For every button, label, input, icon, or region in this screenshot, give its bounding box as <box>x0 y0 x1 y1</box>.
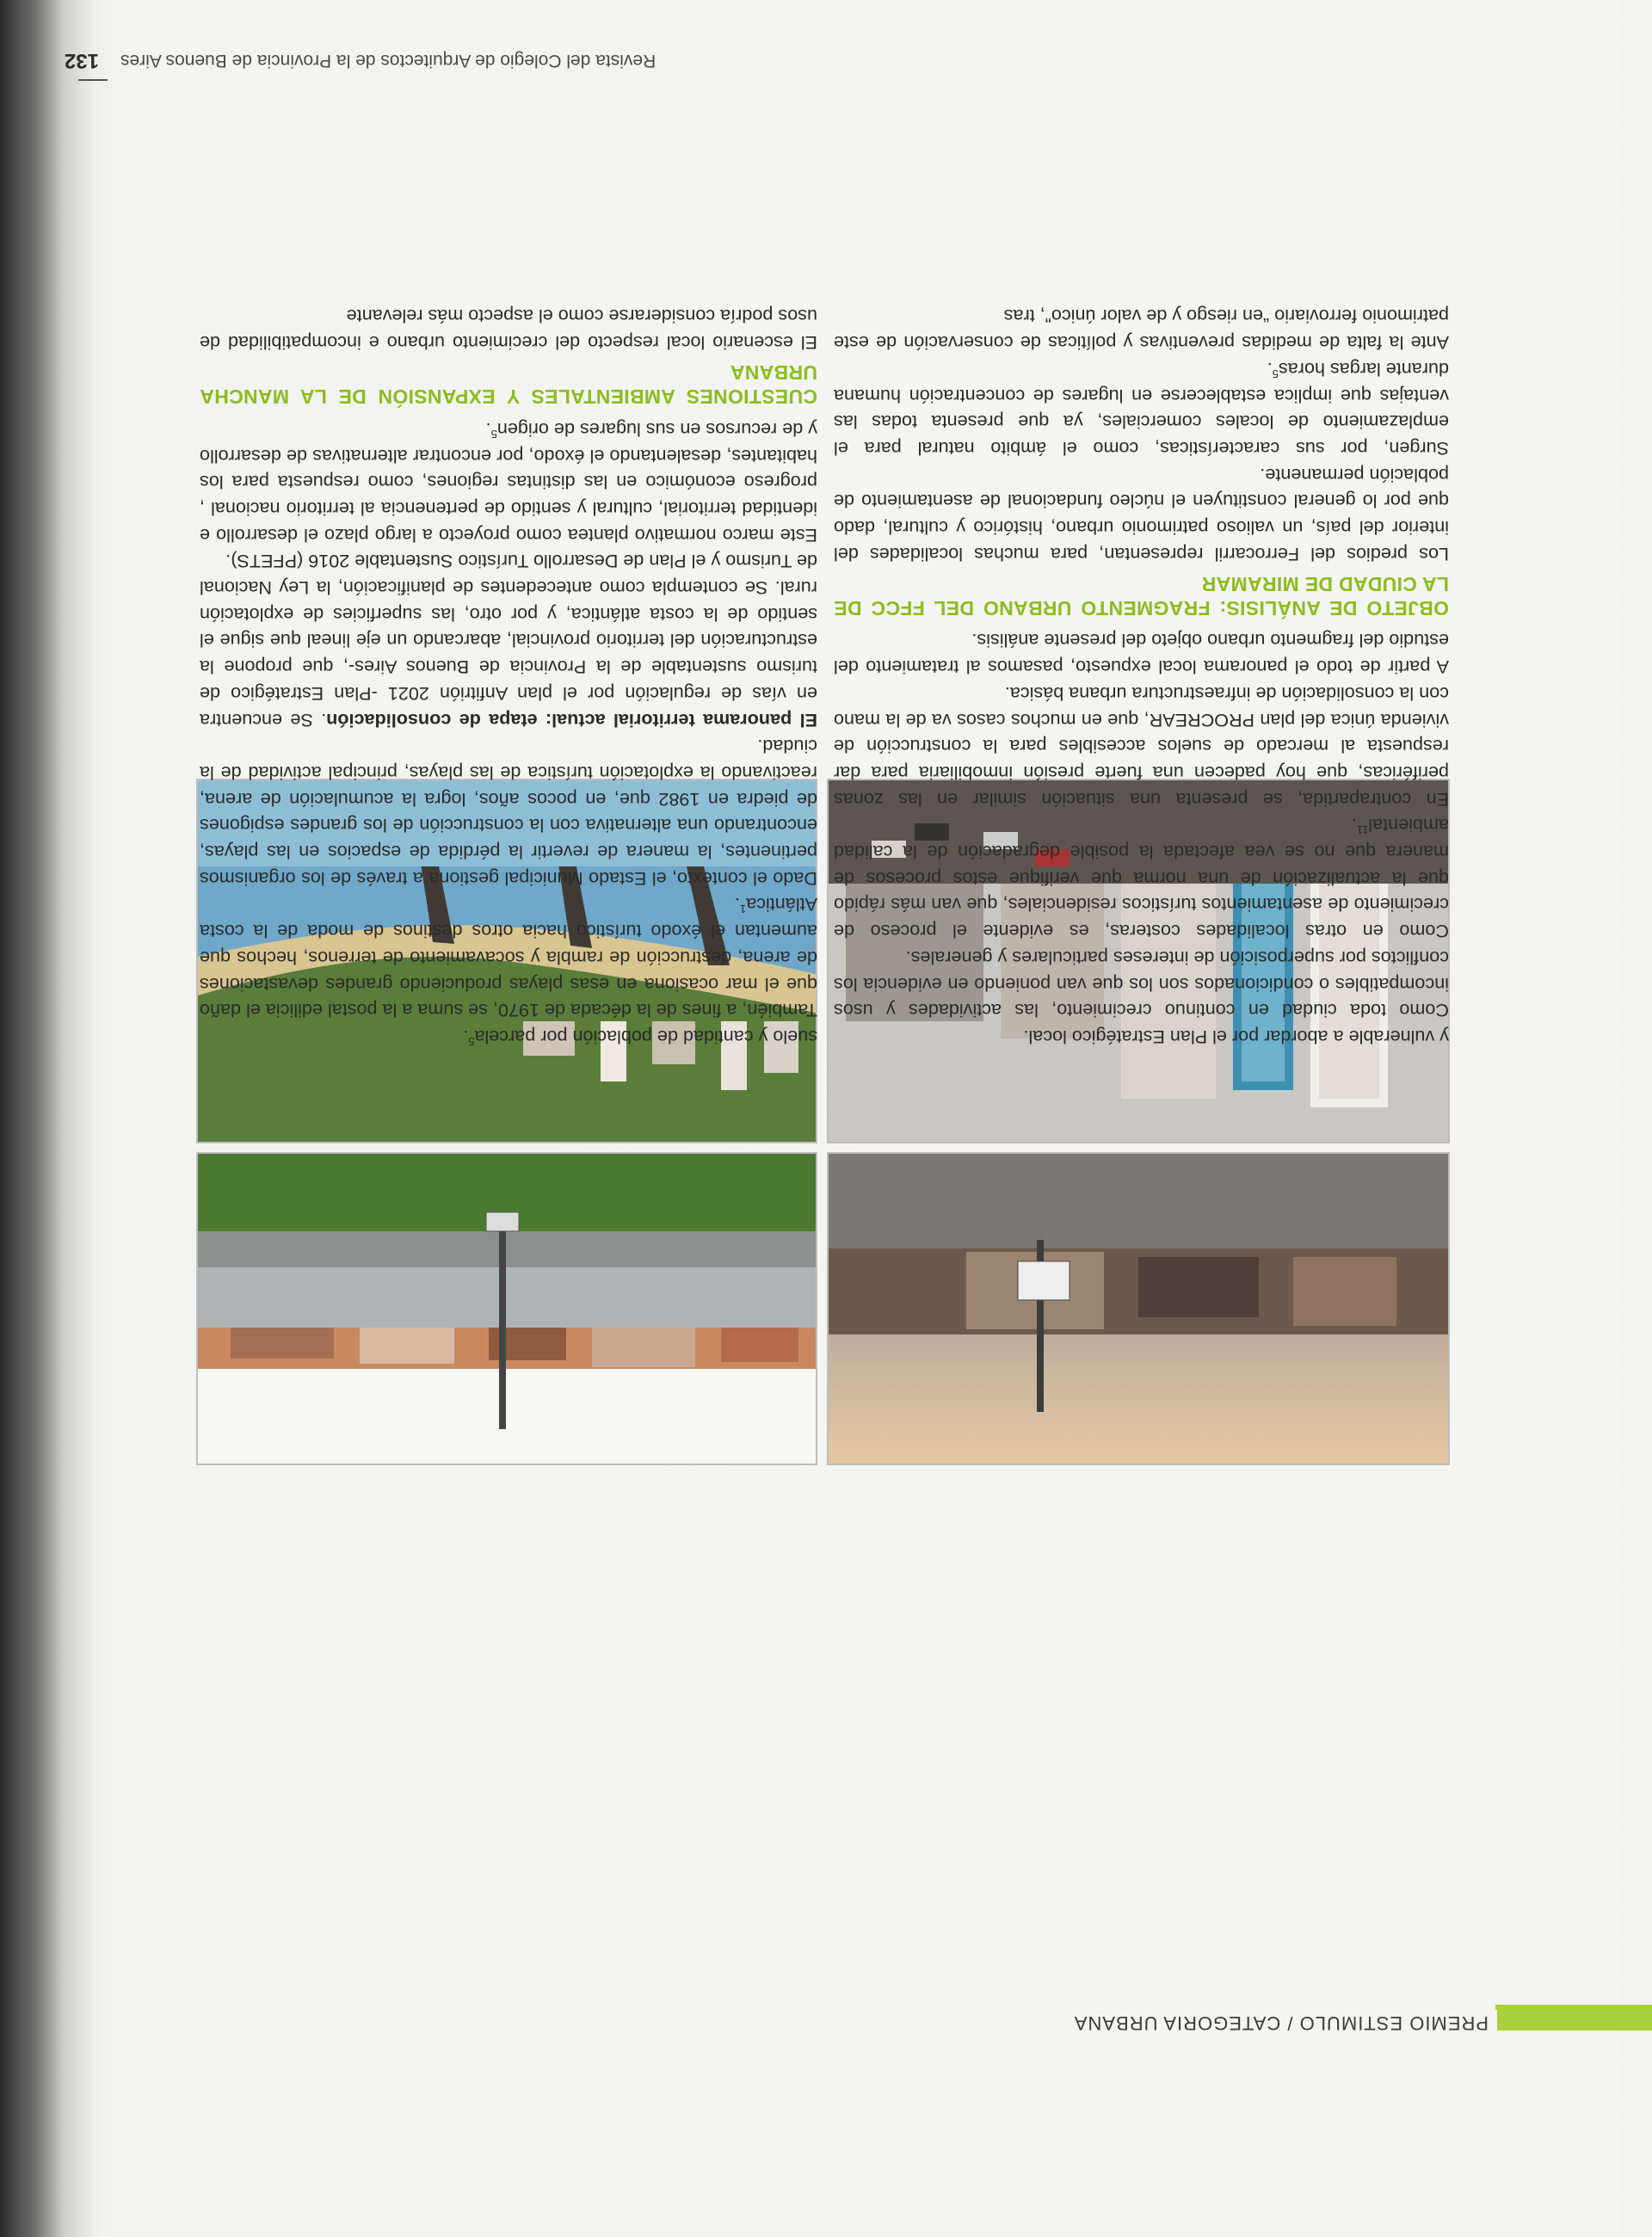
section-label: PREMIO ESTIMULO / CATEGORIA URBANA <box>1073 2012 1489 2034</box>
left-paragraph-3-text: Como en otras localidades costeras, es evidente el proceso de crecimiento de asentamientos turísticos residenciales, que van más rápido que la actualización de una norma que verifique estos procesos de manera que no se vea afectada la posible degradación de la calidad ambiental <box>834 815 1449 943</box>
right-text-column <box>200 120 817 1050</box>
right-paragraph-3: Dado el contexto, el Estado Municipal gestiona a través de los organismos pertinentes, la manera de revertir la pérdida de espacios en las playas, encontrando una alternativa con la construcción de los grandes espigones de piedra en 1982 que, en pocos años, logra la acumulación de arena, reactivando la explotación turística de las playas, principal actividad de la ciudad. <box>200 736 817 890</box>
left-text-column <box>834 120 1449 1050</box>
footnote-ref: 5 <box>490 428 497 441</box>
right-paragraph-5-text: Este marco normativo plantea como proyecto a largo plazo el desarrollo e identidad territorial, cultural y sentido de pertenencia al territorio nacional , progreso económico en las distintas regiones, como respuesta para los habitantes, desalentando el éxodo, por encontrar alternativas de desarrollo y de recursos en sus lugares de origen <box>200 418 817 546</box>
right-paragraph-4 <box>200 548 817 733</box>
footnote-ref: 5 <box>468 1035 475 1049</box>
left-paragraph-6: Los predios del Ferrocarril representan, para muchas localidades del interior del país, un valioso patrimonio urbano, histórico y cultural, dado que por lo general constituyen el núcleo fundacional de asentamiento de población permanente. <box>834 464 1449 565</box>
town-dusk-image <box>829 1154 1448 1464</box>
footnote-ref: 5 <box>1272 367 1279 381</box>
promenade-image <box>198 1154 816 1464</box>
right-paragraph-6: El escenario local respecto del crecimiento urbano e incompatibilidad de usos podría considerarse como el aspecto más relevante <box>200 305 817 354</box>
right-paragraph-4-text: . Se encuentra en vías de regulación por el plan Anfitrión 2021 -Plan Estratégico de turismo sustentable de la Provincia de Buenos Aires-, que propone la estructuración del territorio provincial, abarcando un eje lineal que sigue el sentido de la costa atlántica, y por otro, las superficies de explotación rural. Se contempla como antecedentes de planificación, la Ley Nacional de Turismo y el Plan de Desarrollo Turístico Sustentable 2016 (PFETS). <box>200 551 817 731</box>
right-paragraph-1-text: suelo y cantidad de población por parcela <box>474 1026 817 1048</box>
section-color-band <box>1497 2008 1652 2031</box>
right-paragraph-2: También, a fines de la década de 1970, se suma a la postal edilicia el daño que el mar ocasiona en esas playas produciendo grandes devastaciones de arena, destrucción de rambla y socavamiento de terrenos, hechos que aumentan el éxodo turístico hacia otros destinos de moda de la costa Atlántica$^1$. <box>200 894 817 1022</box>
left-paragraph-3: Como en otras localidades costeras, es evidente el proceso de crecimiento de asentamientos turísticos residenciales, que van más rápido que la actualización de una norma que verifique estos procesos de manera que no se vea afectada la posible degradación de la calidad ambiental$^{11}$. <box>834 815 1449 943</box>
left-paragraph-8: Ante la falta de medidas preventivas y políticas de conservación de este patrimonio ferroviario “en riesgo y de valor único”, tras <box>834 305 1449 354</box>
left-paragraph-2: Como toda ciudad en continuo crecimiento, las actividades y usos incompatibles o condicionados son los que van poniendo en evidencia los conflictos por superposición de intereses particulares y generales. <box>834 946 1449 1022</box>
journal-title: Revista del Colegio de Arquitectos de la Provincia de Buenos Aires <box>120 51 656 71</box>
footnote-ref: 11 <box>1356 823 1369 837</box>
left-paragraph-4: En contrapartida, se presenta una situación similar en las zonas periféricas, que hoy padecen una fuerte presión inmobiliaria para dar respuesta al mercado de suelos accesibles para la construcción de vivienda única del plan PROCREAR, que en muchos casos va de la mano con la consolidación de infraestructura urbana básica. <box>834 682 1449 810</box>
left-paragraph-5: A partir de todo el panorama local expuesto, pasamos al tratamiento del estudio del fragmento urbano objeto del presente análisis. <box>834 630 1449 679</box>
left-paragraph-7-text: Surgen, por sus características, como el ámbito natural para el emplazamiento de locales comerciales, ya que presenta todas las ventajas que implica establecerse en lugares de concentración humana durante largas horas <box>834 358 1449 459</box>
footnote-ref: 1 <box>739 903 747 916</box>
section-heading-miramar: OBJETO DE ANÁLISIS: FRAGMENTO URBANO DEL FFCC DE LA CIUDAD DE MIRAMAR <box>834 572 1449 619</box>
left-paragraph-7: Surgen, por sus características, como el ámbito natural para el emplazamiento de locales comerciales, ya que presenta todas las ventajas que implica establecerse en lugares de concentración humana durante largas horas$^5$. <box>834 358 1449 459</box>
page-number: 132 <box>64 49 99 72</box>
right-paragraph-5: Este marco normativo plantea como proyecto a largo plazo el desarrollo e identidad territorial, cultural y sentido de pertenencia al territorio nacional , progreso económico en las distintas regiones, como respuesta para los habitantes, desalentando el éxodo, por encontrar alternativas de desarrollo y de recursos en sus lugares de origen$^5$. <box>200 418 817 546</box>
town-dusk-photo <box>827 1152 1450 1465</box>
right-paragraph-4-lead: El panorama territorial actual: etapa de consolidación <box>326 709 817 731</box>
right-paragraph-2-text: También, a fines de la década de 1970, se suma a la postal edilicia el daño que el mar ocasiona en esas playas produciendo grandes devastaciones de arena, destrucción de rambla y socavamiento de terrenos, hechos que aumentan el éxodo turístico hacia otros destinos de moda de la costa Atlántica <box>200 894 817 1022</box>
section-heading-environment: CUESTIONES AMBIENTALES Y EXPANSIÓN DE LA MANCHA URBANA <box>200 361 817 409</box>
promenade-photo <box>196 1152 817 1465</box>
left-paragraph-1: y vulnerable a abordar por el Plan Estratégico local. <box>1023 1026 1449 1048</box>
folio-rule <box>78 79 108 81</box>
section-color-rule <box>1495 2005 1652 2010</box>
right-paragraph-1: suelo y cantidad de población por parcela$^5$. <box>463 1026 817 1049</box>
